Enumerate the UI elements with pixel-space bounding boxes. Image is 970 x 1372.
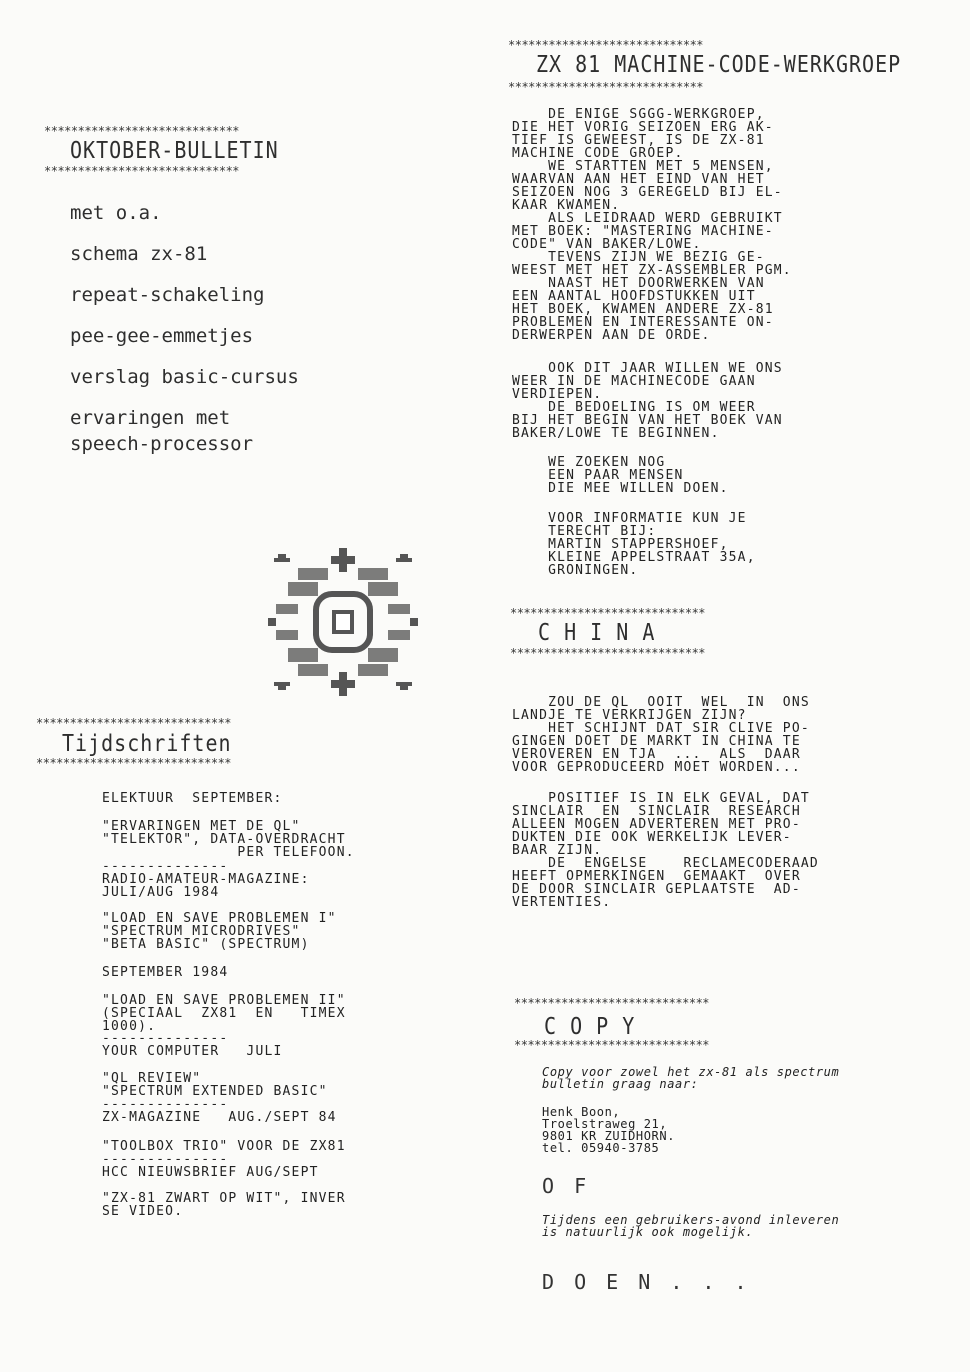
magazine-entry: "LOAD EN SAVE PROBLEMEN II" (SPECIAAL ZX81 EN TIMEX 1000). xyxy=(102,993,346,1034)
machine-code-paragraph: OOK DIT JAAR WILLEN WE ONS WEER IN DE MACHINECODE GAAN VERDIEPEN. DE BEDOELING IS OM WEER BIJ HET BEGIN VAN HET BOEK VAN BAKER/LOWE TE BEGINNEN. xyxy=(512,361,783,441)
copy-address: Henk Boon, Troelstraweg 21, 9801 KR ZUIDHORN. tel. 05940-3785 xyxy=(542,1105,676,1155)
machine-code-paragraph: DE ENIGE SGGG-WERKGROEP, DIE HET VORIG SEIZOEN ERG AK- TIEF IS GEWEEST, IS DE ZX-81 MACHINE CODE GROEP. WE STARTTEN MET 5 MENSEN, WAARVAN AAN HET EIND VAN HET SEIZOEN NOG 3 GEREGELD BIJ EL- KAAR KWAMEN. ALS LEIDRAAD WERD GEBRUIKT MET BOEK: "MASTERING MACHINE- CODE" VAN BAKER/LOWE. TEVENS ZIJN WE BEZIG GE- WEEST MET HET ZX-ASSEMBLER PGM. NAAST HET DOORWERKEN VAN EEN AANTAL HOOFDSTUKKEN UIT HET BOEK, KWAMEN ANDERE ZX-81 PROBLEMEN EN INTERESSANTE ON- DERWERPEN AAN DE ORDE. xyxy=(512,107,792,343)
tijdschriften-title: Tijdschriften xyxy=(62,729,232,757)
contents-item: pee-gee-emmetjes xyxy=(70,325,254,347)
or-label: O F xyxy=(542,1174,591,1198)
magazine-entry: -------------- YOUR COMPUTER JULI xyxy=(102,1031,283,1059)
contents-item: speech-processor xyxy=(70,433,254,455)
contents-item: verslag basic-cursus xyxy=(70,366,299,388)
china-title: C H I N A xyxy=(538,618,656,646)
separator-bottom: ***************************** xyxy=(36,756,232,770)
separator-top: ***************************** xyxy=(508,38,704,52)
machine-code-paragraph: WE ZOEKEN NOG EEN PAAR MENSEN DIE MEE WILLEN DOEN. xyxy=(548,455,729,496)
magazine-entry: ELEKTUUR SEPTEMBER: xyxy=(102,791,283,806)
separator-bottom: ***************************** xyxy=(514,1038,710,1052)
contents-item: repeat-schakeling xyxy=(70,284,265,306)
copy-alternative: Tijdens een gebruikers-avond inleveren is natuurlijk ook mogelijk. xyxy=(542,1213,840,1239)
magazine-entry: "TOOLBOX TRIO" VOOR DE ZX81 -------------- HCC NIEUWSBRIEF AUG/SEPT xyxy=(102,1139,346,1180)
magazine-entry: SEPTEMBER 1984 xyxy=(102,965,229,980)
magazine-entry: "LOAD EN SAVE PROBLEMEN I" "SPECTRUM MICRODRIVES" "BETA BASIC" (SPECTRUM) xyxy=(102,911,337,952)
separator-bottom: ***************************** xyxy=(510,646,706,660)
contents-item: ervaringen met xyxy=(70,407,231,429)
magazine-entry: -------------- RADIO-AMATEUR-MAGAZINE: JULI/AUG 1984 xyxy=(102,859,310,900)
separator-top: ***************************** xyxy=(510,606,706,620)
bulletin-title: OKTOBER-BULLETIN xyxy=(70,136,279,164)
magazine-entry: "ERVARINGEN MET DE QL" "TELEKTOR", DATA-OVERDRACHT PER TELEFOON. xyxy=(102,819,355,860)
machine-code-title: ZX 81 MACHINE-CODE-WERKGROEP xyxy=(536,50,902,78)
copy-instructions: Copy voor zowel het zx-81 als spectrum bulletin graag naar: xyxy=(542,1065,840,1091)
separator-top: ***************************** xyxy=(36,716,232,730)
magazine-entry: "QL REVIEW" "SPECTRUM EXTENDED BASIC" -------------- ZX-MAGAZINE AUG./SEPT 84 xyxy=(102,1071,337,1125)
contact-info: VOOR INFORMATIE KUN JE TERECHT BIJ: MARTIN STAPPERSHOEF, KLEINE APPELSTRAAT 35A, GRONINGEN. xyxy=(548,511,756,578)
china-paragraph: POSITIEF IS IN ELK GEVAL, DAT SINCLAIR EN SINCLAIR RESEARCH ALLEEN MOGEN ADVERTEREN MET PRO- DUKTEN DIE OOK WERKELIJK LEVER- BAAR ZIJN. DE ENGELSE RECLAMECODERAAD HEEFT OPMERKINGEN GEMAAKT OVER DE DOOR SINCLAIR GEPLAATSTE AD- VERTENTIES. xyxy=(512,791,819,910)
copy-title: C O P Y xyxy=(544,1012,636,1040)
separator-top: ***************************** xyxy=(44,124,240,138)
contents-list xyxy=(70,200,299,472)
doen-label: D O E N . . . xyxy=(542,1270,751,1294)
contents-item: met o.a. xyxy=(70,202,162,224)
china-paragraph: ZOU DE QL OOIT WEL IN ONS LANDJE TE VERKRIJGEN ZIJN? HET SCHIJNT DAT SIR CLIVE PO- GINGEN DOET DE MARKT IN CHINA TE VEROVEREN EN TJA ... ALS DAAR VOOR GEPRODUCEERD MOET WORDEN... xyxy=(512,695,810,775)
separator-top: ***************************** xyxy=(514,996,710,1010)
snowflake-ornament-icon xyxy=(268,548,418,696)
separator-bottom: ***************************** xyxy=(44,164,240,178)
separator-bottom: ***************************** xyxy=(508,80,704,94)
contents-item: schema zx-81 xyxy=(70,243,208,265)
magazine-entry: "ZX-81 ZWART OP WIT", INVER SE VIDEO. xyxy=(102,1191,346,1219)
